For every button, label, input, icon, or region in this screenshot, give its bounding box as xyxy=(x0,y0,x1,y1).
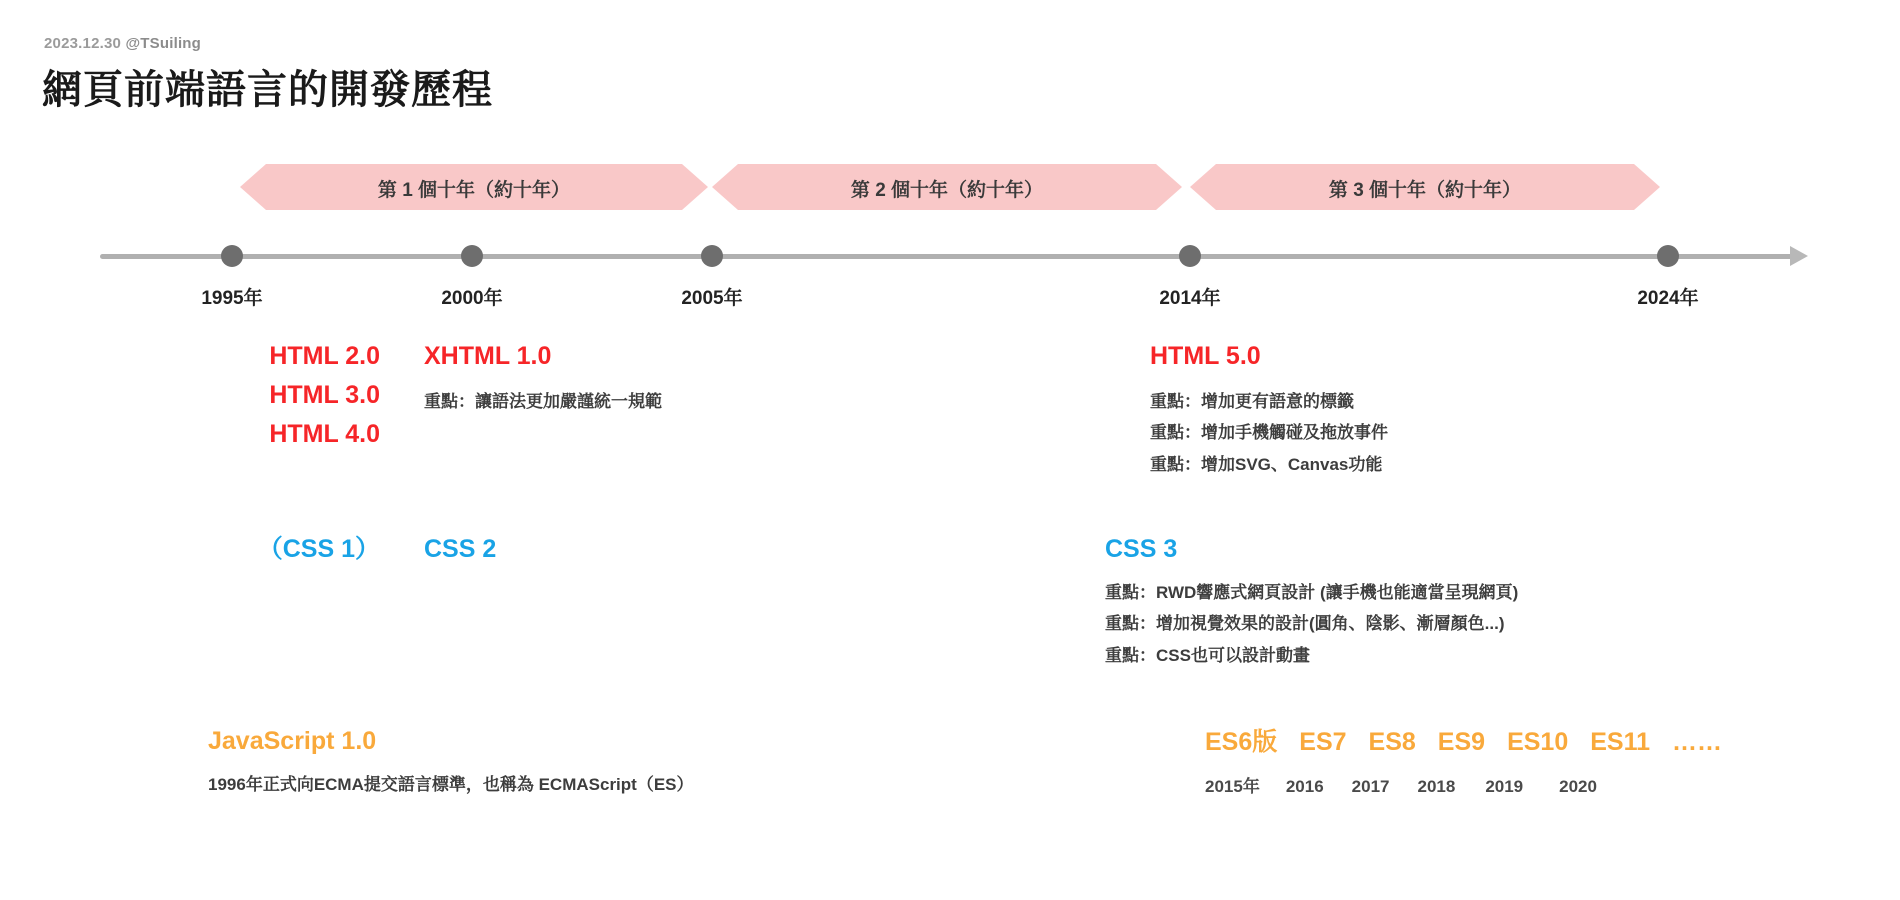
decade-band-1 xyxy=(240,164,708,210)
timeline-node xyxy=(701,245,723,267)
es-year-label: 2015年 xyxy=(1205,777,1260,796)
es-version-label: ES7 xyxy=(1299,728,1347,756)
css3-note: 重點：RWD響應式網頁設計 (讓手機也能適當呈現網頁) xyxy=(1105,582,1519,602)
year-label-1995: 1995年 xyxy=(201,288,263,309)
es-year-label: 2016 xyxy=(1285,777,1324,796)
css3-note: 重點：增加視覺效果的設計(圓角、陰影、漸層顏色...) xyxy=(1105,614,1505,634)
year-label-2024: 2024年 xyxy=(1637,288,1699,309)
es-version-label: ES8 xyxy=(1368,728,1416,756)
year-label-2005: 2005年 xyxy=(681,288,743,309)
es-ellipsis-label: …… xyxy=(1672,728,1723,756)
es-version-label: ES11 xyxy=(1590,728,1651,756)
decade-label-1: 第 1 個十年（約十年） xyxy=(377,180,571,201)
es-version-label: ES6版 xyxy=(1205,728,1278,756)
author-handle: @TSuiling xyxy=(125,35,202,52)
timeline-node xyxy=(221,245,243,267)
es-versions-row xyxy=(1205,722,1722,758)
es-year-label: 2019 xyxy=(1485,777,1524,796)
meta-line xyxy=(44,35,201,52)
html-early-group xyxy=(100,337,380,453)
year-label-2014: 2014年 xyxy=(1159,288,1221,309)
xhtml-note: 重點：讓語法更加嚴謹統一規範 xyxy=(424,391,662,411)
html-version-label: HTML 3.0 xyxy=(269,380,380,409)
html-version-label: HTML 4.0 xyxy=(269,419,380,448)
decade-label-3: 第 3 個十年（約十年） xyxy=(1328,180,1522,201)
html5-title: HTML 5.0 xyxy=(1150,342,1261,370)
date-label: 2023.12.30 xyxy=(44,35,122,52)
decade-band-2 xyxy=(712,164,1182,210)
javascript-note: 1996年正式向ECMA提交語言標準，也稱為 ECMAScript（ES） xyxy=(208,774,694,794)
css1-group xyxy=(100,530,380,569)
es-version-label: ES9 xyxy=(1437,728,1486,756)
timeline-axis xyxy=(100,254,1800,259)
html5-note: 重點：增加SVG、Canvas功能 xyxy=(1150,454,1383,474)
es-year-label: 2020 xyxy=(1559,777,1597,796)
es-year-label: 2017 xyxy=(1351,777,1390,796)
html5-note: 重點：增加更有語意的標籤 xyxy=(1150,391,1354,411)
html5-note: 重點：增加手機觸碰及拖放事件 xyxy=(1150,423,1388,443)
timeline-node xyxy=(1179,245,1201,267)
decade-band-3 xyxy=(1190,164,1660,210)
css1-title: （CSS 1） xyxy=(257,535,380,563)
html-version-label: HTML 2.0 xyxy=(269,342,380,370)
xhtml-group xyxy=(424,337,662,417)
javascript-title: JavaScript 1.0 xyxy=(208,727,377,755)
html5-group xyxy=(1150,337,1388,480)
es-year-label: 2018 xyxy=(1417,777,1456,796)
css2-group xyxy=(424,530,496,569)
css2-title: CSS 2 xyxy=(424,535,497,563)
xhtml-title: XHTML 1.0 xyxy=(424,342,552,370)
css3-group xyxy=(1105,530,1518,671)
es-version-label: ES10 xyxy=(1507,728,1569,756)
timeline-node xyxy=(1657,245,1679,267)
year-label-2000: 2000年 xyxy=(441,288,503,309)
javascript-group xyxy=(208,722,694,800)
timeline-node xyxy=(461,245,483,267)
es-years-row xyxy=(1205,772,1597,797)
css3-note: 重點：CSS也可以設計動畫 xyxy=(1105,645,1310,665)
page-title: 網頁前端語言的開發歷程 xyxy=(42,68,493,112)
axis-arrow-icon xyxy=(1790,246,1808,266)
css3-title: CSS 3 xyxy=(1105,535,1178,563)
decade-label-2: 第 2 個十年（約十年） xyxy=(850,180,1044,201)
